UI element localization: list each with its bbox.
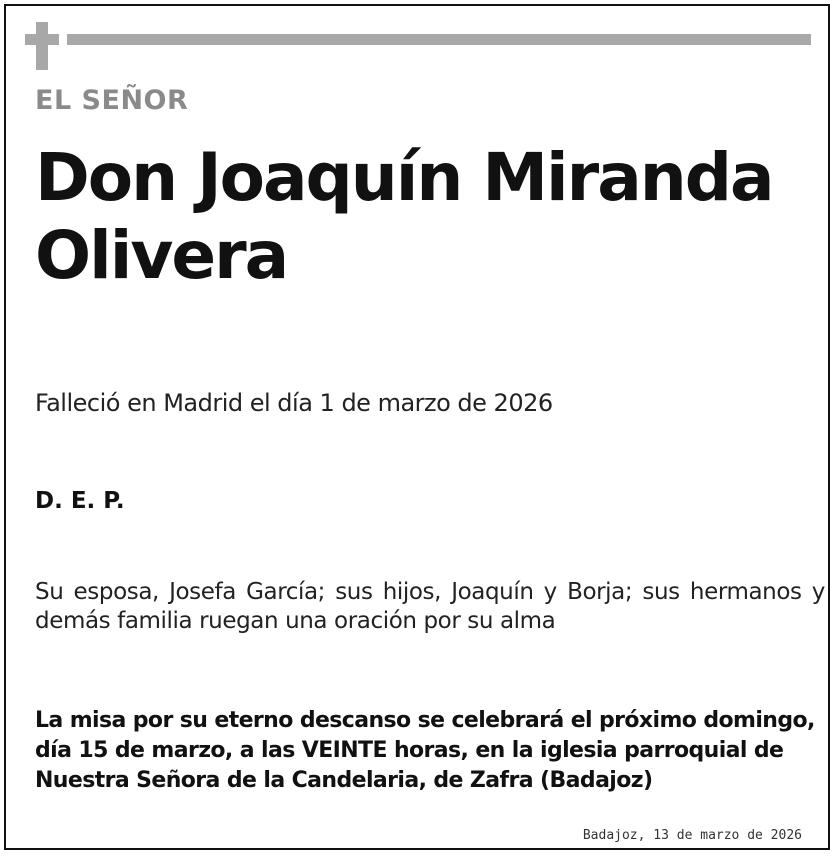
cross-icon [25,22,59,70]
death-announcement: Falleció en Madrid el día 1 de marzo de 2026 [35,389,553,417]
place-and-date: Badajoz, 13 de marzo de 2026 [582,828,802,843]
mass-announcement: La misa por su eterno descanso se celebrará el próximo domingo, día 15 de marzo, a las VEINTE horas, en la iglesia parroquial de Nuestra Señora de la Candelaria, de Zafra (Badajoz) [35,708,815,793]
deceased-name: Don Joaquín Miranda Olivera [35,139,773,294]
family-message: Su esposa, Josefa García; sus hijos, Joaquín y Borja; sus hermanos y demás familia ruegan una oración por su alma [35,579,825,634]
header-rule [67,34,811,45]
cross-vertical-bar [36,22,48,70]
rest-in-peace: D. E. P. [35,488,125,514]
cross-horizontal-bar [25,34,59,45]
honorific-label: EL SEÑOR [35,85,189,116]
obituary-frame [4,4,830,850]
